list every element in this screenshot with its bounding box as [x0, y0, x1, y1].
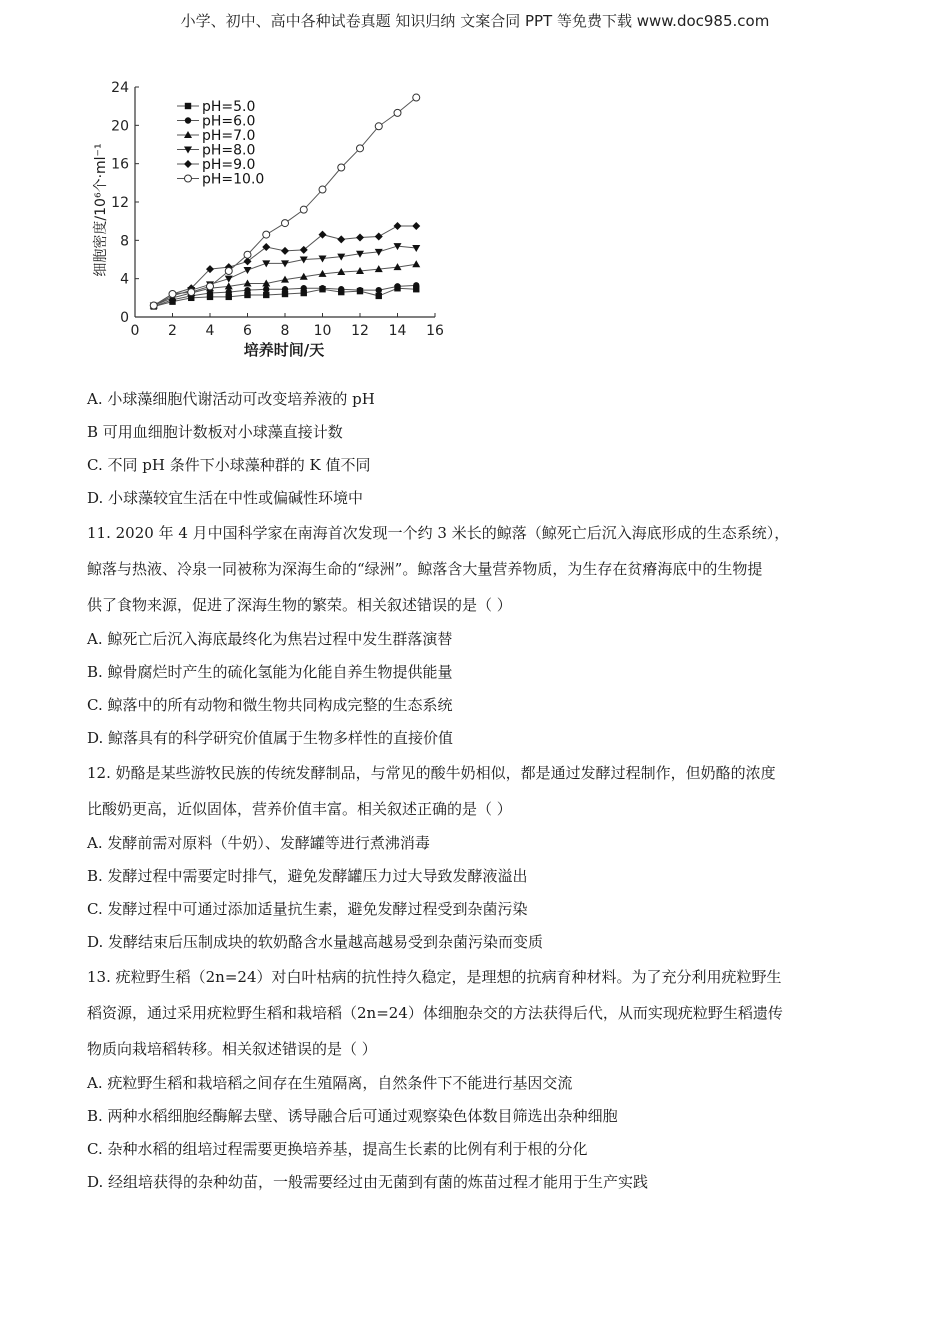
data-point-diamond: [262, 243, 270, 251]
cell-density-chart: [85, 75, 455, 365]
question-stem-line: 12. 奶酪是某些游牧民族的传统发酵制品，与常见的酸牛奶相似，都是通过发酵过程制作，但奶酪的浓度: [87, 764, 776, 782]
y-axis-label: 细胞密度/10⁶个·ml⁻¹: [93, 143, 109, 277]
legend-label: pH=8.0: [202, 142, 256, 159]
y-tick-label: 0: [120, 310, 129, 326]
site-header: 小学、初中、高中各种试卷真题 知识归纳 文案合同 PPT 等免费下载 www.doc985.com: [180, 12, 770, 30]
legend-label: pH=6.0: [202, 113, 256, 130]
y-tick-label: 8: [120, 233, 129, 250]
question-13: [87, 959, 862, 1199]
data-point-diamond: [184, 160, 192, 168]
question-stem-line: 物质向栽培稻转移。相关叙述错误的是（ ）: [87, 1040, 377, 1058]
data-point-open-circle: [394, 109, 401, 116]
y-tick-label: 20: [111, 118, 129, 135]
question-stem-line: 11. 2020 年 4 月中国科学家在南海首次发现一个约 3 米长的鲸落（鲸死亡后沉入海底形成的生态系统），: [87, 524, 790, 542]
data-point-diamond: [394, 222, 402, 230]
data-point-open-circle: [357, 145, 364, 152]
option-line: A. 疣粒野生稻和栽培稻之间存在生殖隔离，自然条件下不能进行基因交流: [87, 1074, 573, 1092]
data-point-circle: [394, 283, 400, 289]
data-point-diamond: [356, 233, 364, 241]
question-stem-line: 鲸落与热液、冷泉一同被称为深海生命的“绿洲”。鲸落含大量营养物质，为生存在贫瘠海底中的生物提: [87, 560, 763, 578]
x-tick-label: 16: [426, 323, 444, 339]
option-line: A. 发酵前需对原料（牛奶）、发酵罐等进行煮沸消毒: [87, 834, 430, 852]
x-tick-label: 4: [205, 323, 215, 339]
question-stem-line: 供了食物来源，促进了深海生物的繁荣。相关叙述错误的是（ ）: [87, 596, 512, 614]
question-12: [87, 755, 862, 959]
question-11: [87, 515, 862, 755]
legend-entry: [177, 172, 264, 188]
data-point-diamond: [412, 222, 420, 230]
data-point-triangle-up: [412, 260, 420, 267]
option-line: D. 鲸落具有的科学研究价值属于生物多样性的直接价值: [87, 729, 454, 747]
y-tick-label: 4: [120, 271, 129, 288]
question-content: [87, 383, 862, 1199]
x-tick-label: 14: [388, 323, 407, 339]
x-tick-label: 0: [130, 323, 140, 339]
data-point-open-circle: [413, 94, 420, 101]
y-tick-label: 12: [111, 195, 129, 211]
data-point-circle: [338, 286, 344, 292]
data-point-circle: [301, 285, 307, 291]
option-line: B. 鲸骨腐烂时产生的硫化氢能为化能自养生物提供能量: [87, 663, 453, 681]
data-point-open-circle: [207, 283, 214, 290]
data-point-square: [263, 292, 269, 298]
option-line: D. 发酵结束后压制成块的软奶酪含水量越高越易受到杂菌污染而变质: [87, 933, 544, 951]
data-point-open-circle: [185, 175, 192, 182]
y-tick-label: 16: [111, 156, 129, 173]
x-tick-label: 2: [168, 323, 177, 339]
x-tick-label: 12: [351, 323, 369, 339]
legend-label: pH=9.0: [202, 157, 256, 173]
data-point-open-circle: [375, 123, 382, 130]
data-point-triangle-down: [244, 267, 252, 274]
data-point-open-circle: [300, 206, 307, 213]
option-line: D. 经组培获得的杂种幼苗，一般需要经过由无菌到有菌的炼苗过程才能用于生产实践: [87, 1173, 649, 1191]
legend-label: pH=10.0: [202, 171, 265, 188]
data-point-circle: [226, 289, 232, 295]
data-point-circle: [244, 287, 250, 293]
data-point-open-circle: [188, 289, 195, 296]
data-point-circle: [282, 286, 288, 292]
data-point-open-circle: [338, 164, 345, 171]
option-line: C. 发酵过程中可通过添加适量抗生素，避免发酵过程受到杂菌污染: [87, 900, 528, 918]
data-point-circle: [413, 282, 419, 288]
data-point-open-circle: [244, 251, 251, 258]
question-stem-line: 比酸奶更高，近似固体，营养价值丰富。相关叙述正确的是（ ）: [87, 800, 512, 818]
data-point-open-circle: [282, 220, 289, 227]
question-stem-line: 稻资源，通过采用疣粒野生稻和栽培稻（2n=24）体细胞杂交的方法获得后代，从而实现疣粒野生稻遗传: [87, 1004, 783, 1022]
option-line: B. 两种水稻细胞经酶解去壁、诱导融合后可通过观察染色体数目筛选出杂种细胞: [87, 1107, 618, 1125]
option-line: C. 鲸落中的所有动物和微生物共同构成完整的生态系统: [87, 696, 453, 714]
data-point-triangle-down: [412, 245, 420, 252]
data-point-circle: [263, 286, 269, 292]
option-line: B. 发酵过程中需要定时排气，避免发酵罐压力过大导致发酵液溢出: [87, 867, 528, 885]
chart-axes: [111, 80, 444, 339]
option-line: A. 鲸死亡后沉入海底最终化为焦岩过程中发生群落演替: [87, 630, 453, 648]
question-stem-line: 13. 疣粒野生稻（2n=24）对白叶枯病的抗性持久稳定，是理想的抗病育种材料。为了充分利用疣粒野生: [87, 968, 782, 986]
data-point-diamond: [375, 233, 383, 241]
x-tick-label: 6: [243, 323, 252, 339]
legend-label: pH=7.0: [202, 128, 256, 144]
x-tick-label: 8: [280, 323, 290, 339]
option-line: C. 杂种水稻的组培过程需要更换培养基，提高生长素的比例有利于根的分化: [87, 1140, 588, 1158]
y-tick-label: 24: [111, 80, 129, 96]
series-pH-7-0: [150, 260, 421, 308]
data-point-open-circle: [263, 231, 270, 238]
option-line: B 可用血细胞计数板对小球藻直接计数: [87, 423, 343, 441]
data-point-open-circle: [319, 186, 326, 193]
x-tick-label: 10: [313, 323, 332, 339]
data-point-triangle-up: [244, 279, 252, 286]
data-point-square: [185, 103, 191, 109]
data-point-square: [376, 293, 382, 299]
x-axis-label: 培养时间/天: [243, 341, 325, 359]
legend-label: pH=5.0: [202, 99, 256, 115]
data-point-circle: [357, 287, 363, 293]
option-line: D. 小球藻较宜生活在中性或偏碱性环境中: [87, 489, 364, 507]
data-point-circle: [185, 117, 191, 123]
option-line: C. 不同 pH 条件下小球藻种群的 K 值不同: [87, 456, 371, 474]
data-point-circle: [319, 285, 325, 291]
data-point-open-circle: [169, 291, 176, 298]
option-line: A. 小球藻细胞代谢活动可改变培养液的 pH: [87, 390, 375, 408]
data-point-diamond: [337, 235, 345, 243]
data-point-open-circle: [225, 268, 232, 275]
data-point-diamond: [281, 247, 289, 255]
q10-options: [87, 383, 862, 515]
data-point-open-circle: [150, 302, 157, 309]
chart-legend: [177, 99, 264, 188]
data-point-circle: [376, 287, 382, 293]
chart-series: [150, 94, 421, 310]
